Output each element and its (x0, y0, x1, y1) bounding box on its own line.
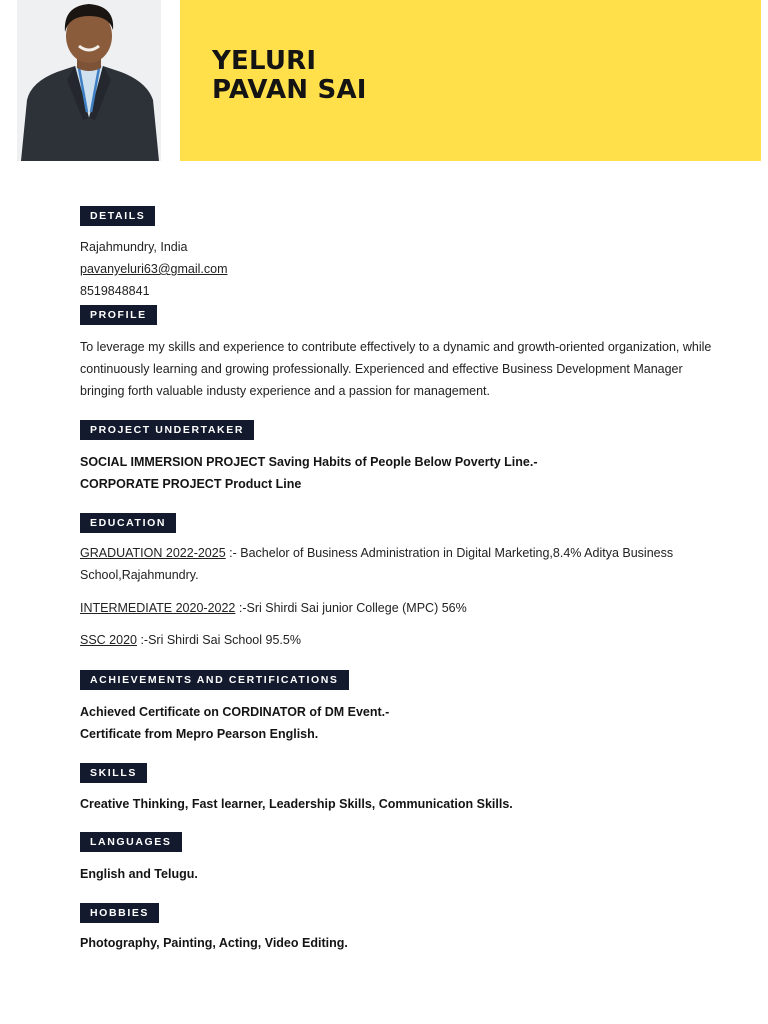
achievement-item: Achieved Certificate on CORDINATOR of DM Event.- (80, 705, 390, 719)
email-link[interactable]: pavanyeluri63@gmail.com (80, 262, 228, 276)
section-heading-skills: SKILLS (80, 763, 147, 783)
profile-photo (17, 0, 161, 161)
last-name: PAVAN SAI (212, 75, 367, 105)
person-portrait-icon (17, 0, 161, 161)
section-heading-projects: PROJECT UNDERTAKER (80, 420, 254, 440)
phone-text: 8519848841 (80, 284, 150, 298)
location-text: Rajahmundry, India (80, 240, 188, 254)
achievement-item: Certificate from Mepro Pearson English. (80, 727, 319, 741)
project-item: CORPORATE PROJECT Product Line (80, 477, 302, 491)
section-heading-details: DETAILS (80, 206, 155, 226)
education-title: GRADUATION 2022-2025 (80, 546, 226, 560)
skills-text: Creative Thinking, Fast learner, Leadership Skills, Communication Skills. (80, 797, 513, 811)
profile-summary: To leverage my skills and experience to contribute effectively to a dynamic and growth-oriented organization, while continuously learning and growing professionally. Experienced and effective Business Development Manager bringing forth valuable industy experience and a passion for management. (80, 340, 712, 398)
education-item-graduation (80, 542, 730, 586)
section-heading-hobbies: HOBBIES (80, 903, 159, 923)
education-detail: :-Sri Shirdi Sai School 95.5% (136, 633, 301, 647)
hobbies-text: Photography, Painting, Acting, Video Editing. (80, 936, 348, 950)
education-item-intermediate (80, 600, 467, 616)
name-banner (180, 0, 761, 161)
education-item-ssc (80, 632, 301, 648)
education-title: INTERMEDIATE 2020-2022 (80, 601, 236, 615)
section-heading-languages: LANGUAGES (80, 832, 182, 852)
education-detail: :-Sri Shirdi Sai junior College (MPC) 56% (235, 601, 467, 615)
languages-text: English and Telugu. (80, 867, 198, 881)
project-item: SOCIAL IMMERSION PROJECT Saving Habits of People Below Poverty Line.- (80, 455, 538, 469)
section-heading-profile: PROFILE (80, 305, 157, 325)
education-title: SSC 2020 (80, 633, 137, 647)
section-heading-education: EDUCATION (80, 513, 176, 533)
candidate-name (212, 47, 367, 105)
education-detail: :- Bachelor of Business Administration in Digital Marketing,8.4% Aditya Business School,Rajahmundry. (80, 546, 674, 582)
first-name: YELURI (212, 46, 317, 76)
section-heading-achievements: ACHIEVEMENTS AND CERTIFICATIONS (80, 670, 349, 690)
